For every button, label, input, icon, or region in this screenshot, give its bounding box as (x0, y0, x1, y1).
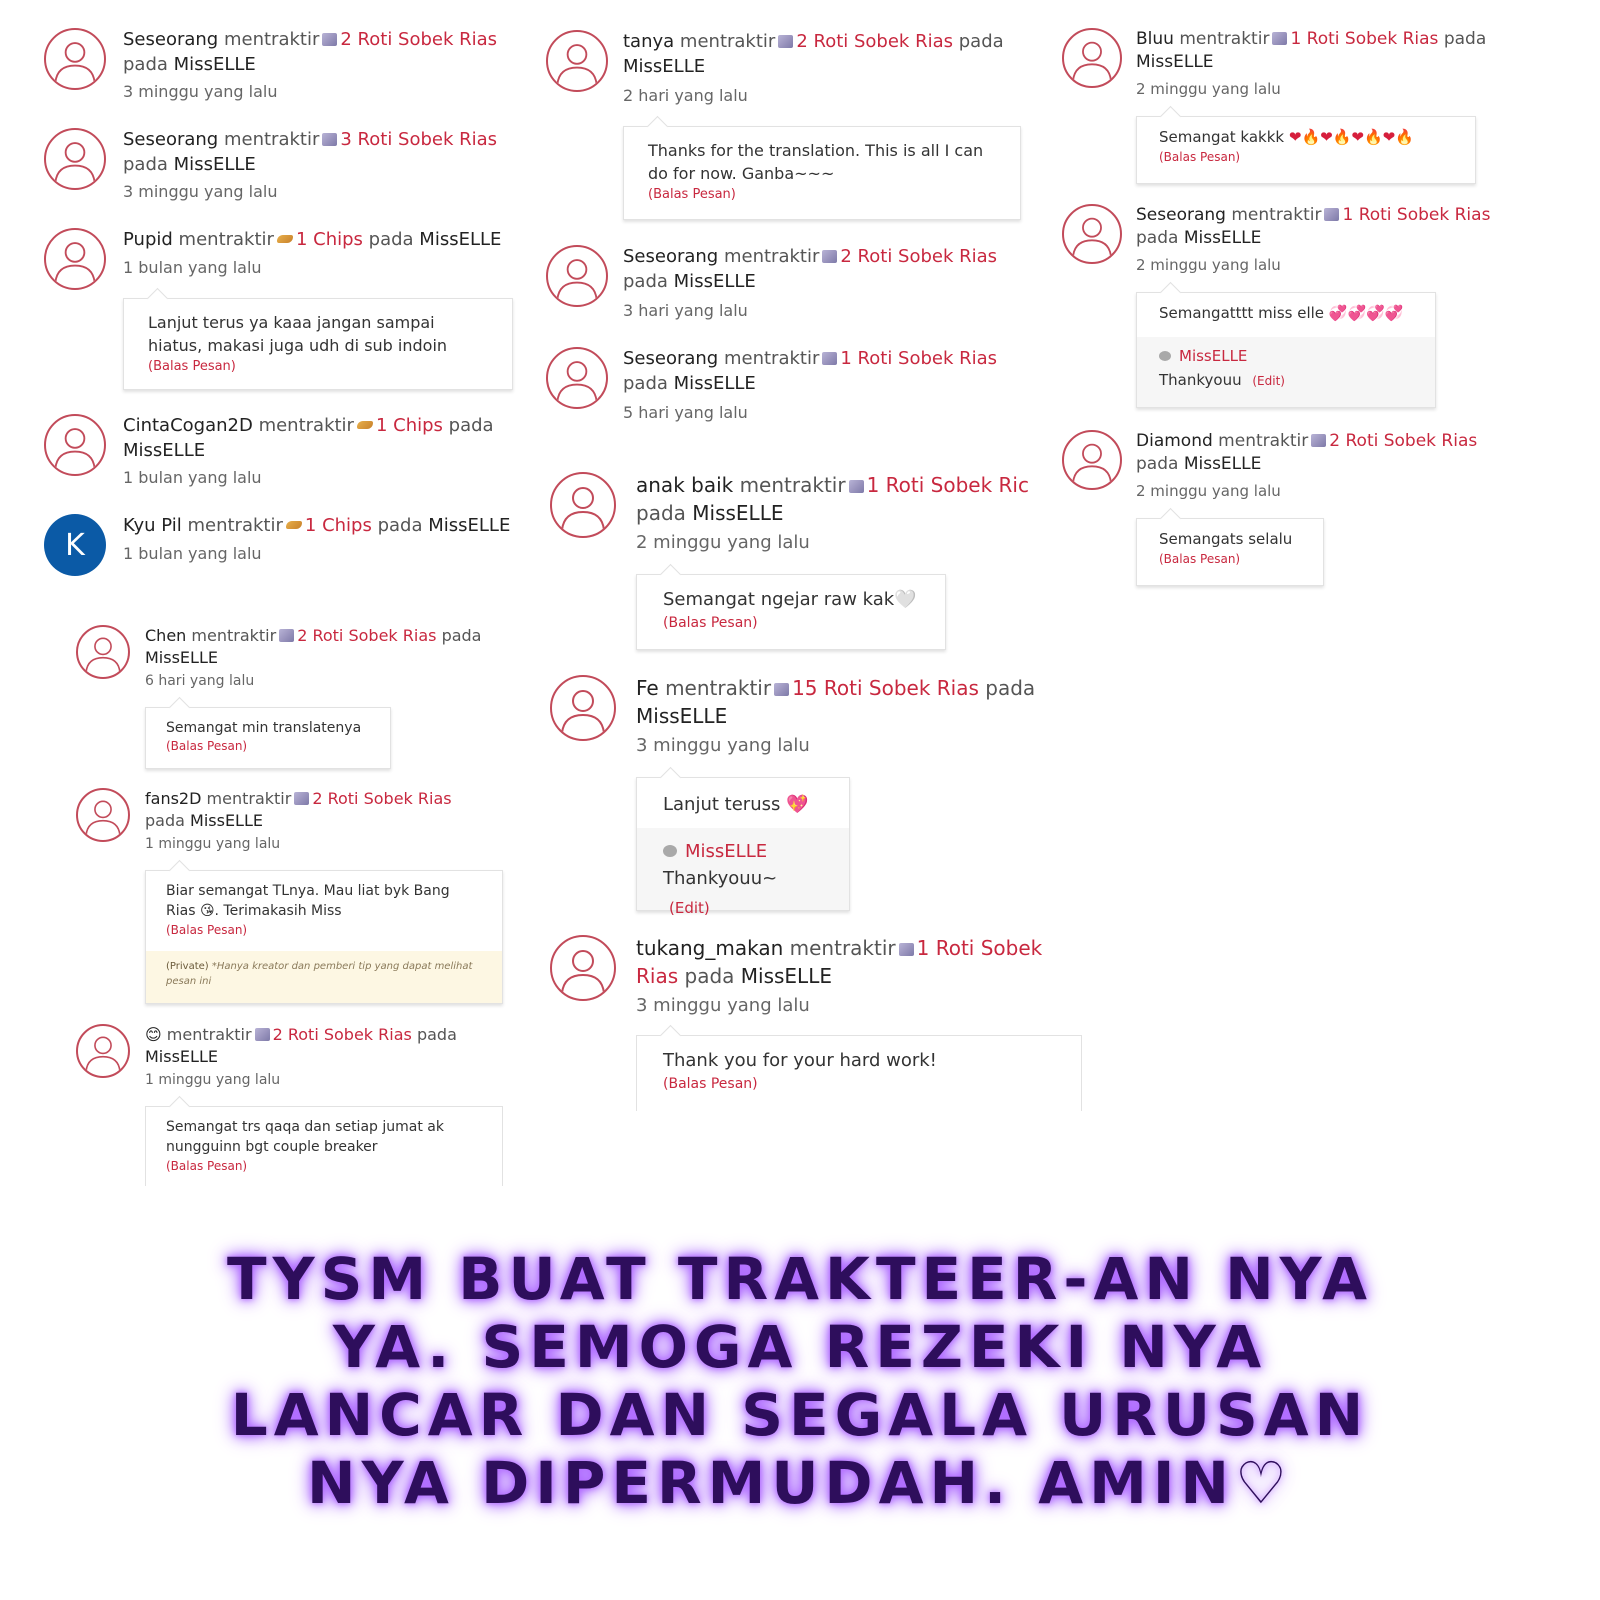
edit-link[interactable]: (Edit) (1252, 373, 1285, 388)
bread-emoji-icon (822, 250, 837, 263)
creator-reply-text: Thankyouu (1159, 370, 1242, 389)
timestamp: 6 hari yang lalu (145, 673, 255, 689)
avatar (546, 245, 608, 307)
chips-emoji-icon (286, 521, 302, 529)
item-qty: 1 (295, 229, 308, 250)
item-name: Roti Sobek Ric (885, 473, 1029, 497)
private-text: *Hanya kreator dan pemberi tip yang dapat melihat pesan ini (166, 961, 473, 987)
supporter-name[interactable]: anak baik (636, 473, 734, 497)
item-name: Roti Sobek Rias (857, 348, 998, 369)
creator-name[interactable]: MissELLE (623, 55, 706, 77)
reply-link[interactable]: (Balas Pesan) (166, 922, 248, 937)
timestamp: 2 minggu yang lalu (1136, 256, 1281, 274)
timestamp: 1 bulan yang lalu (123, 544, 262, 563)
reply-link[interactable]: (Balas Pesan) (663, 615, 758, 632)
user-silhouette-icon (1064, 432, 1120, 488)
avatar (546, 30, 608, 92)
avatar (44, 514, 106, 576)
user-silhouette-icon (1064, 206, 1120, 262)
bread-emoji-icon (255, 1028, 270, 1041)
supporter-name[interactable]: Seseorang (623, 348, 719, 369)
item-qty: 2 (272, 1025, 283, 1044)
item-qty: 1 (1342, 205, 1354, 225)
creator-name[interactable]: MissELLE (636, 703, 728, 728)
creator-reply (637, 828, 849, 917)
reply-link[interactable]: (Balas Pesan) (1159, 149, 1241, 164)
timestamp: 1 bulan yang lalu (123, 468, 262, 487)
supporter-name[interactable]: tukang_makan (636, 936, 784, 960)
item-qty: 2 (340, 29, 352, 50)
item-name: Roti Sobek Rias (1358, 205, 1491, 225)
item-name: Chips (313, 229, 363, 250)
item-name: Roti Sobek Rias (287, 1025, 412, 1044)
user-silhouette-icon (1064, 30, 1120, 86)
avatar (1062, 28, 1122, 88)
user-silhouette-icon (46, 416, 104, 474)
timestamp: 2 minggu yang lalu (636, 532, 810, 553)
creator-name[interactable]: MissELLE (145, 1047, 218, 1067)
timestamp: 3 hari yang lalu (623, 301, 748, 320)
message-text: Semangat kakkk (1159, 128, 1285, 146)
chips-emoji-icon (277, 235, 293, 243)
creator-reply (1137, 337, 1435, 407)
bread-emoji-icon (774, 683, 789, 696)
creator-name[interactable]: MissELLE (419, 229, 502, 250)
message-text: Semangat trs qaqa dan setiap jumat ak nungguinn bgt couple breaker (166, 1119, 444, 1156)
bread-emoji-icon (899, 943, 914, 956)
item-name: Roti Sobek Rias (327, 789, 452, 808)
bread-emoji-icon (1272, 32, 1287, 45)
creator-name[interactable]: MissELLE (173, 153, 256, 175)
item-qty: 1 (916, 936, 930, 960)
avatar (550, 675, 616, 741)
user-silhouette-icon (552, 937, 614, 999)
bread-emoji-icon (1324, 208, 1339, 221)
user-silhouette-icon (548, 32, 606, 90)
bread-emoji-icon (849, 480, 864, 493)
thank-you-banner (0, 1245, 1600, 1517)
message-box (1136, 292, 1436, 408)
reply-link[interactable]: (Balas Pesan) (648, 187, 736, 203)
user-silhouette-icon (548, 247, 606, 305)
creator-name[interactable]: MissELLE (123, 439, 206, 461)
item-name: Roti Sobek Rias (857, 246, 998, 267)
message-text: Semangat min translatenya (166, 720, 362, 736)
message-box (636, 574, 946, 650)
message-text: Semangats selalu (1159, 530, 1293, 548)
private-label: (Private) (166, 961, 209, 972)
bread-emoji-icon (778, 35, 793, 48)
message-box (636, 1035, 1082, 1111)
bread-emoji-icon (279, 629, 294, 642)
timestamp: 1 minggu yang lalu (145, 1072, 281, 1088)
reply-link[interactable]: (Balas Pesan) (166, 739, 248, 754)
supporter-name[interactable]: tanya (623, 31, 675, 52)
user-silhouette-icon (78, 1026, 128, 1076)
heart-fire-emoji-icon: ❤🔥❤🔥❤🔥❤🔥 (1288, 128, 1414, 146)
creator-name[interactable]: MissELLE (428, 515, 511, 536)
user-silhouette-icon (46, 130, 104, 188)
bread-emoji-icon (322, 33, 337, 46)
timestamp: 1 bulan yang lalu (123, 258, 262, 277)
creator-name[interactable]: MissELLE (1183, 228, 1262, 249)
item-qty: 2 (1329, 431, 1341, 451)
message-text: Semangatttt miss elle (1159, 304, 1325, 322)
bread-emoji-icon (822, 352, 837, 365)
avatar (76, 788, 130, 842)
supporter-name[interactable]: Diamond (1136, 431, 1213, 451)
message-text: Lanjut teruss 💖 (663, 794, 809, 815)
item-qty: 1 (866, 473, 880, 497)
private-note (146, 951, 502, 1003)
item-name: Roti Sobek Rias (357, 129, 498, 150)
message-box (1136, 116, 1476, 184)
item-qty: 15 (792, 676, 818, 700)
item-qty: 1 (1290, 29, 1302, 49)
bread-emoji-icon (1311, 434, 1326, 447)
avatar (76, 1024, 130, 1078)
supporter-name[interactable]: 😊 (145, 1025, 162, 1044)
user-silhouette-icon (78, 627, 128, 677)
hearts-emoji-icon: 💞💞💞💞 (1328, 304, 1404, 322)
edit-link[interactable]: (Edit) (669, 898, 710, 917)
timestamp: 1 minggu yang lalu (145, 836, 281, 852)
reply-link[interactable]: (Balas Pesan) (148, 359, 236, 375)
creator-name[interactable]: MissELLE (145, 648, 218, 668)
banner-line-1: TYSM BUAT TRAKTEER-AN NYA (227, 1245, 1373, 1313)
avatar (44, 28, 106, 90)
item-qty: 1 (304, 515, 317, 536)
reply-link[interactable]: (Balas Pesan) (166, 1158, 248, 1173)
avatar (550, 935, 616, 1001)
banner-line-3: LANCAR DAN SEGALA URUSAN (230, 1381, 1370, 1449)
user-silhouette-icon (78, 790, 128, 840)
message-box (145, 707, 391, 769)
item-qty: 2 (297, 626, 308, 645)
avatar (44, 414, 106, 476)
avatar (546, 347, 608, 409)
banner-line-2: YA. SEMOGA REZEKI NYA (332, 1313, 1268, 1381)
avatar (1062, 204, 1122, 264)
avatar (1062, 430, 1122, 490)
message-text: Thanks for the translation. This is all I can do for now. Ganba~~~ (648, 141, 984, 184)
item-qty: 2 (796, 31, 808, 52)
creator-name[interactable]: MissELLE (173, 53, 256, 75)
reply-link[interactable]: (Balas Pesan) (1159, 551, 1241, 566)
item-name: Roti Sobek Rias (357, 29, 498, 50)
message-box (1136, 518, 1324, 586)
creator-name[interactable]: MissELLE (692, 500, 784, 525)
bread-emoji-icon (322, 133, 337, 146)
creator-name[interactable]: MissELLE (740, 963, 832, 988)
timestamp: 2 hari yang lalu (623, 86, 748, 105)
bread-emoji-icon (294, 792, 309, 805)
item-name: Roti Sobek Rias (823, 676, 979, 700)
user-silhouette-icon (552, 474, 614, 536)
message-text: Thank you for your hard work! (663, 1050, 937, 1071)
item-name: Chips (322, 515, 372, 536)
creator-name[interactable]: MissELLE (685, 841, 768, 862)
supporter-name[interactable]: Bluu (1136, 29, 1174, 49)
creator-name[interactable]: MissELLE (1183, 454, 1262, 475)
user-silhouette-icon (46, 230, 104, 288)
creator-name[interactable]: MissELLE (673, 270, 756, 292)
item-name: Roti Sobek Rias (312, 626, 437, 645)
supporter-name[interactable]: Seseorang (1136, 205, 1226, 225)
message-text: Lanjut terus ya kaaa jangan sampai hiatus, makasi juga udh di sub indoin (148, 313, 448, 356)
timestamp: 3 minggu yang lalu (636, 995, 810, 1016)
supporter-name[interactable]: CintaCogan2D (123, 415, 253, 436)
item-name: Roti Sobek Rias (813, 31, 953, 52)
message-box (145, 1106, 503, 1186)
message-box (636, 777, 850, 917)
supporter-name[interactable]: Kyu Pil (123, 515, 182, 536)
item-qty: 2 (312, 789, 323, 808)
creator-name[interactable]: MissELLE (1179, 347, 1248, 365)
supporter-name[interactable]: Seseorang (623, 246, 719, 267)
creator-avatar-icon (663, 845, 677, 857)
supporter-name[interactable]: fans2D (145, 789, 202, 808)
timestamp: 3 minggu yang lalu (123, 182, 278, 201)
item-qty: 1 (840, 348, 852, 369)
supporter-name[interactable]: Seseorang (123, 29, 219, 50)
supporter-name[interactable]: Fe (636, 676, 659, 700)
timestamp: 2 minggu yang lalu (1136, 80, 1281, 98)
item-name: Roti Sobek (935, 936, 1043, 960)
timestamp: 5 hari yang lalu (623, 403, 748, 422)
avatar (44, 228, 106, 290)
item-qty: 3 (340, 129, 352, 150)
avatar (76, 625, 130, 679)
creator-reply-text: Thankyouu~ (663, 868, 778, 889)
supporter-name[interactable]: Pupid (123, 229, 173, 250)
item-qty: 1 (375, 415, 388, 436)
message-text: Semangat ngejar raw kak🤍 (663, 589, 917, 610)
message-box (623, 126, 1021, 220)
chips-emoji-icon (357, 421, 373, 429)
user-silhouette-icon (46, 30, 104, 88)
avatar (550, 472, 616, 538)
creator-name[interactable]: MissELLE (1136, 52, 1214, 73)
message-text: Biar semangat TLnya. Mau liat byk Bang Rias 😘. Terimakasih Miss (166, 883, 450, 920)
creator-avatar-icon (1159, 351, 1171, 361)
message-box (145, 870, 503, 1004)
reply-link[interactable]: (Balas Pesan) (663, 1076, 758, 1093)
item-name: Chips (393, 415, 443, 436)
timestamp: 3 minggu yang lalu (123, 82, 278, 101)
timestamp: 2 minggu yang lalu (1136, 482, 1281, 500)
user-silhouette-icon (552, 677, 614, 739)
user-silhouette-icon (548, 349, 606, 407)
timestamp: 3 minggu yang lalu (636, 735, 810, 756)
message-box (123, 298, 513, 390)
item-name-continued: Rias (636, 963, 679, 988)
item-name: Roti Sobek Rias (1345, 431, 1478, 451)
banner-line-4: NYA DIPERMUDAH. AMIN♡ (307, 1449, 1293, 1517)
creator-name[interactable]: MissELLE (673, 372, 756, 394)
avatar (44, 128, 106, 190)
supporter-name[interactable]: Seseorang (123, 129, 219, 150)
avatar-letter: K (65, 527, 85, 563)
supporter-name[interactable]: Chen (145, 626, 187, 645)
item-name: Roti Sobek Rias (1306, 29, 1439, 49)
item-qty: 2 (840, 246, 852, 267)
creator-name[interactable]: MissELLE (190, 811, 263, 831)
